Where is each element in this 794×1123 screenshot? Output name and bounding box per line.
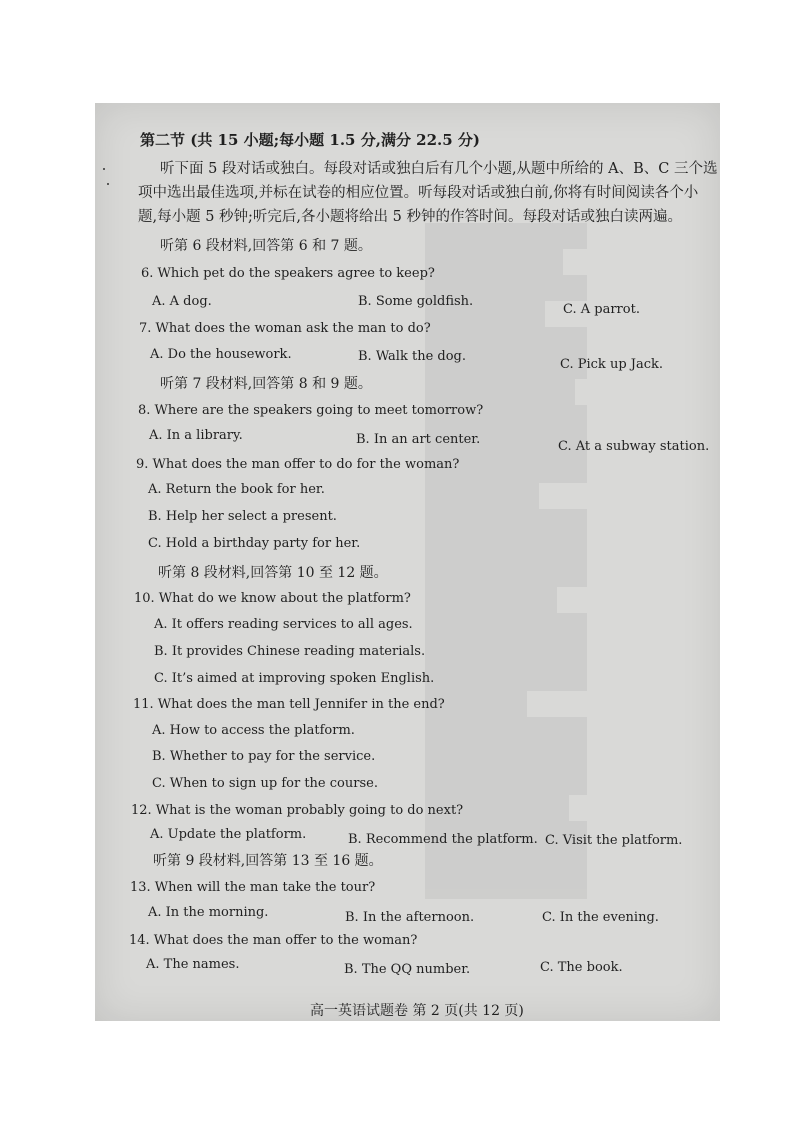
option-a: A. The names.: [146, 957, 240, 972]
option-a: A. In the morning.: [148, 905, 269, 920]
option-a: A. Return the book for her.: [148, 482, 325, 497]
option-a: A. Do the housework.: [150, 347, 292, 362]
option-a: A. It offers reading services to all ages.: [154, 617, 413, 632]
material-heading: 听第 7 段材料,回答第 8 和 9 题。: [160, 376, 372, 392]
option-c: C. Visit the platform.: [545, 833, 683, 848]
question-stem: 9. What does the man offer to do for the woman?: [136, 457, 460, 472]
material-heading: 听第 9 段材料,回答第 13 至 16 题。: [153, 853, 383, 869]
option-b: B. Recommend the platform.: [348, 832, 538, 847]
speck-mark: [103, 168, 105, 170]
option-a: A. Update the platform.: [150, 827, 307, 842]
section-title: 第二节 (共 15 小题;每小题 1.5 分,满分 22.5 分): [140, 131, 481, 149]
option-c: C. When to sign up for the course.: [152, 776, 378, 791]
question-stem: 7. What does the woman ask the man to do?: [139, 321, 431, 336]
option-c: C. In the evening.: [542, 910, 659, 925]
question-stem: 12. What is the woman probably going to do next?: [131, 803, 464, 818]
option-b: B. It provides Chinese reading materials.: [154, 644, 426, 659]
option-c: C. It’s aimed at improving spoken English.: [154, 671, 435, 686]
question-stem: 11. What does the man tell Jennifer in the end?: [133, 697, 445, 712]
speck-mark: [107, 183, 109, 185]
option-c: C. At a subway station.: [558, 439, 710, 454]
question-stem: 10. What do we know about the platform?: [134, 591, 411, 606]
option-a: A. In a library.: [149, 428, 243, 443]
question-stem: 6. Which pet do the speakers agree to keep?: [141, 266, 435, 281]
option-a: A. A dog.: [152, 294, 212, 309]
instruction-line: 项中选出最佳选项,并标在试卷的相应位置。听每段对话或独白前,你将有时间阅读各个小: [138, 185, 699, 201]
question-stem: 13. When will the man take the tour?: [130, 880, 376, 895]
option-b: B. Whether to pay for the service.: [152, 749, 376, 764]
option-b: B. In an art center.: [356, 432, 481, 447]
option-b: B. Help her select a present.: [148, 509, 337, 524]
instruction-line: 听下面 5 段对话或独白。每段对话或独白后有几个小题,从题中所给的 A、B、C 三个选: [160, 161, 718, 177]
option-a: A. How to access the platform.: [152, 723, 355, 738]
option-b: B. In the afternoon.: [345, 910, 475, 925]
material-heading: 听第 8 段材料,回答第 10 至 12 题。: [158, 565, 388, 581]
option-b: B. Walk the dog.: [358, 349, 466, 364]
option-b: B. The QQ number.: [344, 962, 471, 977]
instruction-line: 题,每小题 5 秒钟;听完后,各小题将给出 5 秒钟的作答时间。每段对话或独白读两遍。: [138, 209, 682, 225]
option-b: B. Some goldfish.: [358, 294, 474, 309]
page-footer: 高一英语试题卷 第 2 页(共 12 页): [310, 1003, 524, 1019]
option-c: C. The book.: [540, 960, 623, 975]
option-c: C. Pick up Jack.: [560, 357, 664, 372]
question-stem: 14. What does the man offer to the woman?: [129, 933, 418, 948]
option-c: C. Hold a birthday party for her.: [148, 536, 361, 551]
material-heading: 听第 6 段材料,回答第 6 和 7 题。: [160, 238, 372, 254]
option-c: C. A parrot.: [563, 302, 640, 317]
question-stem: 8. Where are the speakers going to meet tomorrow?: [138, 403, 484, 418]
